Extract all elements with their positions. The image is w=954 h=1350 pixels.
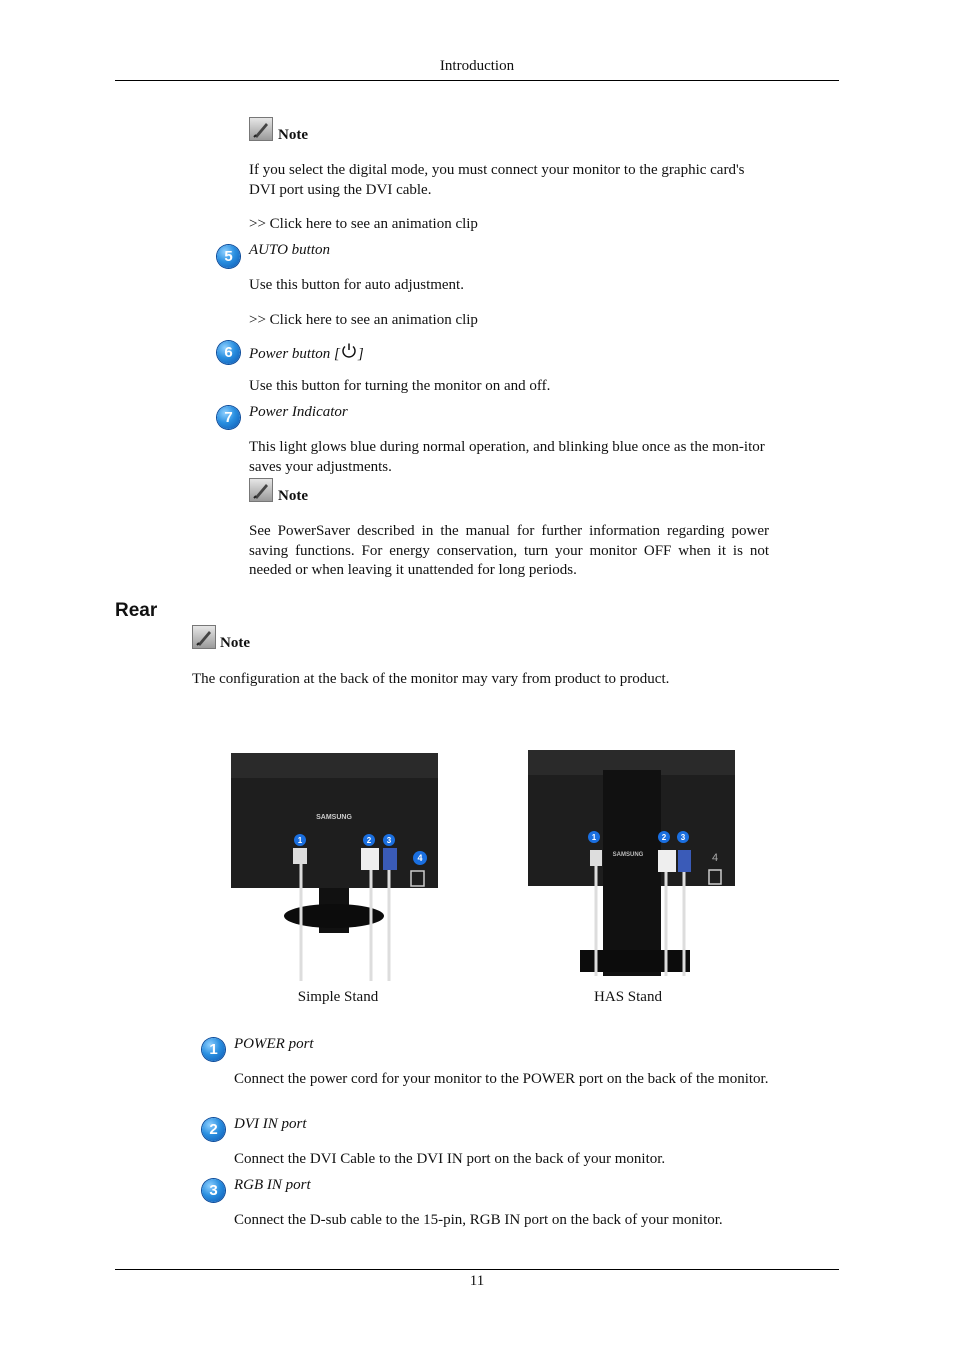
brand-logo: SAMSUNG bbox=[316, 814, 352, 821]
callout-4: 4 bbox=[417, 853, 423, 863]
rear-note-text: The configuration at the back of the monitor may vary from product to product. bbox=[192, 671, 670, 687]
power-indicator-title: Power Indicator bbox=[249, 404, 348, 420]
note-label: Note bbox=[220, 635, 250, 651]
rgb-port-title: RGB IN port bbox=[234, 1177, 311, 1193]
number-3-icon: 3 bbox=[202, 1179, 225, 1202]
number-6-icon: 6 bbox=[217, 341, 240, 364]
power-button-title bbox=[249, 342, 364, 367]
callout-3: 3 bbox=[386, 836, 392, 845]
footer-rule bbox=[115, 1269, 839, 1270]
note-text: If you select the digital mode, you must connect your monitor to the graphic card's DVI port using the DVI cable. bbox=[249, 162, 745, 198]
note-icon bbox=[192, 625, 216, 649]
section-title-rear: Rear bbox=[115, 600, 158, 621]
number-2-icon: 2 bbox=[202, 1118, 225, 1141]
power-button-title-suffix: ] bbox=[357, 346, 364, 362]
dvi-port-title: DVI IN port bbox=[234, 1116, 307, 1132]
callout-2: 2 bbox=[366, 836, 372, 845]
has-stand-image bbox=[528, 750, 735, 976]
header-rule bbox=[115, 80, 839, 81]
callout-3: 3 bbox=[680, 833, 686, 842]
note-text: See PowerSaver described in the manual for further information regarding power saving functions. For energy conservation, turn your monitor OFF when it is not needed or when leaving it unattended for long periods. bbox=[249, 523, 769, 578]
power-button-desc: Use this button for turning the monitor on and off. bbox=[249, 378, 551, 394]
power-symbol-icon bbox=[340, 342, 358, 367]
auto-button-title: AUTO button bbox=[249, 242, 330, 258]
animation-link[interactable]: >> Click here to see an animation clip bbox=[249, 312, 478, 328]
note-icon bbox=[249, 117, 273, 141]
number-5-icon: 5 bbox=[217, 245, 240, 268]
brand-logo: SAMSUNG bbox=[612, 852, 644, 858]
callout-1: 1 bbox=[297, 836, 303, 845]
caption-has-stand: HAS Stand bbox=[594, 989, 662, 1005]
page-header-title: Introduction bbox=[439, 58, 515, 74]
power-indicator-desc: This light glows blue during normal operation, and blinking blue once as the mon-itor saves your adjustments. bbox=[249, 439, 765, 475]
page-number: 11 bbox=[469, 1273, 485, 1289]
note-label: Note bbox=[278, 127, 308, 143]
number-7-icon: 7 bbox=[217, 406, 240, 429]
power-port-desc: Connect the power cord for your monitor to the POWER port on the back of the monitor. bbox=[234, 1071, 769, 1087]
callout-1: 1 bbox=[591, 833, 597, 842]
caption-simple-stand: Simple Stand bbox=[297, 989, 379, 1005]
number-1-icon: 1 bbox=[202, 1038, 225, 1061]
simple-stand-image bbox=[231, 753, 438, 981]
rgb-port-desc: Connect the D-sub cable to the 15-pin, RGB IN port on the back of your monitor. bbox=[234, 1212, 723, 1228]
animation-link[interactable]: >> Click here to see an animation clip bbox=[249, 216, 478, 232]
power-button-title-prefix: Power button [ bbox=[249, 346, 340, 362]
callout-2: 2 bbox=[661, 833, 667, 842]
callout-4: 4 bbox=[711, 852, 719, 864]
note-label: Note bbox=[278, 488, 308, 504]
power-port-title: POWER port bbox=[234, 1036, 314, 1052]
auto-button-desc: Use this button for auto adjustment. bbox=[249, 277, 464, 293]
dvi-port-desc: Connect the DVI Cable to the DVI IN port on the back of your monitor. bbox=[234, 1151, 666, 1167]
note-icon bbox=[249, 478, 273, 502]
